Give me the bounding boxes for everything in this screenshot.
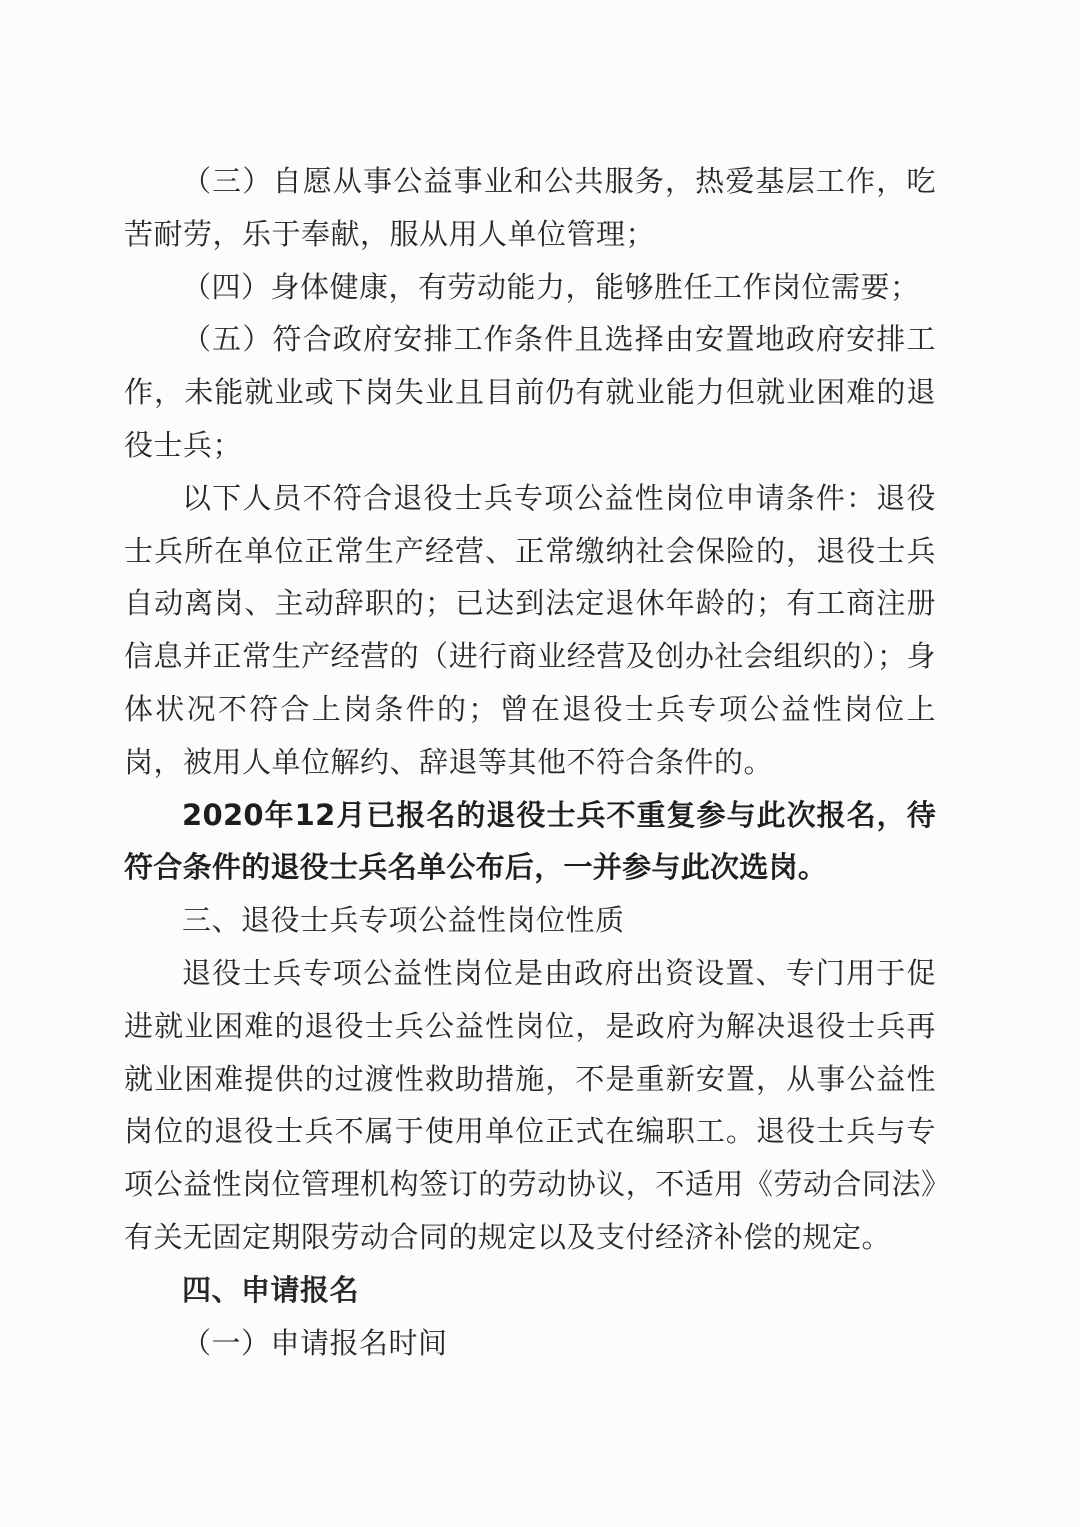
paragraph-post-nature: 退役士兵专项公益性岗位是由政府出资设置、专门用于促进就业困难的退役士兵公益性岗位，是政府为解决退役士兵再就业困难提供的过渡性救助措施，不是重新安置，从事公益性岗位的退役士兵不属于使用单位正式在编职工。退役士兵与专项公益性岗位管理机构签订的劳动协议，不适用《劳动合同法》有关无固定期限劳动合同的规定以及支付经济补偿的规定。 [124, 955, 936, 1254]
document-body [124, 155, 936, 1369]
paragraph-exclusions: 以下人员不符合退役士兵专项公益性岗位申请条件：退役士兵所在单位正常生产经营、正常缴纳社会保险的，退役士兵自动离岗、主动辞职的；已达到法定退休年龄的；有工商注册信息并正常生产经营的（进行商业经营及创办社会组织的）；身体状况不符合上岗条件的；曾在退役士兵专项公益性岗位上岗，被用人单位解约、辞退等其他不符合条件的。 [124, 480, 936, 779]
section-heading-4: 四、申请报名 [182, 1272, 360, 1307]
paragraph-bold-notice: 2020年12月已报名的退役士兵不重复参与此次报名，待符合条件的退役士兵名单公布后，一并参与此次选岗。 [124, 797, 936, 885]
section-heading-3: 三、退役士兵专项公益性岗位性质 [182, 903, 625, 938]
paragraph-condition-3: （三）自愿从事公益事业和公共服务，热爱基层工作，吃苦耐劳，乐于奉献，服从用人单位管理； [124, 164, 936, 251]
subsection-heading-application-time: （一）申请报名时间 [182, 1325, 448, 1360]
paragraph-condition-5: （五）符合政府安排工作条件且选择由安置地政府安排工作，未能就业或下岗失业且目前仍有就业能力但就业困难的退役士兵； [124, 322, 936, 462]
paragraph-condition-4: （四）身体健康，有劳动能力，能够胜任工作岗位需要； [182, 269, 920, 304]
